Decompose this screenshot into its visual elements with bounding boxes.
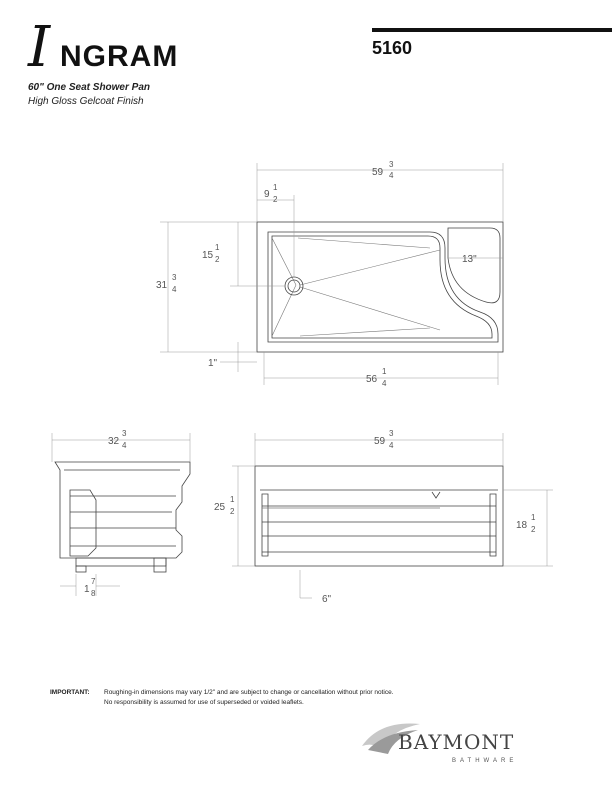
logo-wordmark: NGRAM xyxy=(60,40,179,73)
notice-line-2: No responsibility is assumed for use of superseded or voided leaflets. xyxy=(104,699,304,706)
svg-text:59: 59 xyxy=(374,436,386,447)
logo-initial: I xyxy=(28,15,51,80)
svg-text:1: 1 xyxy=(382,367,387,376)
model-number: 5160 xyxy=(372,38,413,58)
svg-text:9: 9 xyxy=(264,189,270,200)
svg-text:2: 2 xyxy=(215,255,220,264)
svg-text:8: 8 xyxy=(91,589,96,598)
baymont-logo xyxy=(360,716,560,776)
dim-overall-depth-top xyxy=(156,273,177,294)
svg-text:4: 4 xyxy=(389,171,394,180)
svg-text:1: 1 xyxy=(531,513,536,522)
brand-sub: BATHWARE xyxy=(452,758,518,764)
dim-seat-height xyxy=(516,513,536,534)
front-view-outline xyxy=(255,466,503,566)
dim-seat-depth: 13" xyxy=(462,254,477,265)
svg-text:59: 59 xyxy=(372,167,384,178)
svg-text:7: 7 xyxy=(91,577,96,586)
dim-front-width xyxy=(374,429,394,450)
svg-text:4: 4 xyxy=(172,285,177,294)
svg-text:1: 1 xyxy=(273,183,278,192)
brand-name: BAYMONT xyxy=(398,730,515,754)
svg-text:3: 3 xyxy=(389,429,394,438)
svg-text:4: 4 xyxy=(389,441,394,450)
svg-text:2: 2 xyxy=(531,525,536,534)
svg-text:32: 32 xyxy=(108,436,120,447)
svg-text:2: 2 xyxy=(273,195,278,204)
svg-text:56: 56 xyxy=(366,374,378,385)
drain-circle xyxy=(285,277,303,295)
svg-text:3: 3 xyxy=(172,273,177,282)
dim-base-height: 6" xyxy=(322,594,332,605)
dim-drain-offset xyxy=(264,183,278,204)
svg-text:1: 1 xyxy=(230,495,235,504)
svg-text:31: 31 xyxy=(156,280,168,291)
notice-line-1: Roughing-in dimensions may vary 1/2" and are subject to change or cancellation without prior notice. xyxy=(104,689,394,696)
svg-text:25: 25 xyxy=(214,502,226,513)
important-notice xyxy=(50,688,394,708)
top-view-slope-lines xyxy=(272,238,440,336)
svg-text:15: 15 xyxy=(202,250,214,261)
dim-side-flange xyxy=(84,577,96,598)
svg-text:4: 4 xyxy=(382,379,387,388)
dim-inner-width xyxy=(366,367,387,388)
product-finish: High Gloss Gelcoat Finish xyxy=(28,96,144,107)
svg-text:3: 3 xyxy=(122,429,127,438)
svg-text:1: 1 xyxy=(84,584,90,595)
svg-text:3: 3 xyxy=(389,160,394,169)
svg-text:1: 1 xyxy=(215,243,220,252)
product-name: 60" One Seat Shower Pan xyxy=(28,82,151,93)
dim-drain-height xyxy=(202,243,220,264)
svg-text:18: 18 xyxy=(516,520,528,531)
dim-side-depth xyxy=(108,429,127,450)
dim-threshold: 1" xyxy=(208,358,218,369)
svg-text:2: 2 xyxy=(230,507,235,516)
notice-label: IMPORTANT: xyxy=(50,689,90,696)
side-view-outline xyxy=(55,462,190,572)
dim-front-height xyxy=(214,495,235,516)
svg-text:4: 4 xyxy=(122,441,127,450)
